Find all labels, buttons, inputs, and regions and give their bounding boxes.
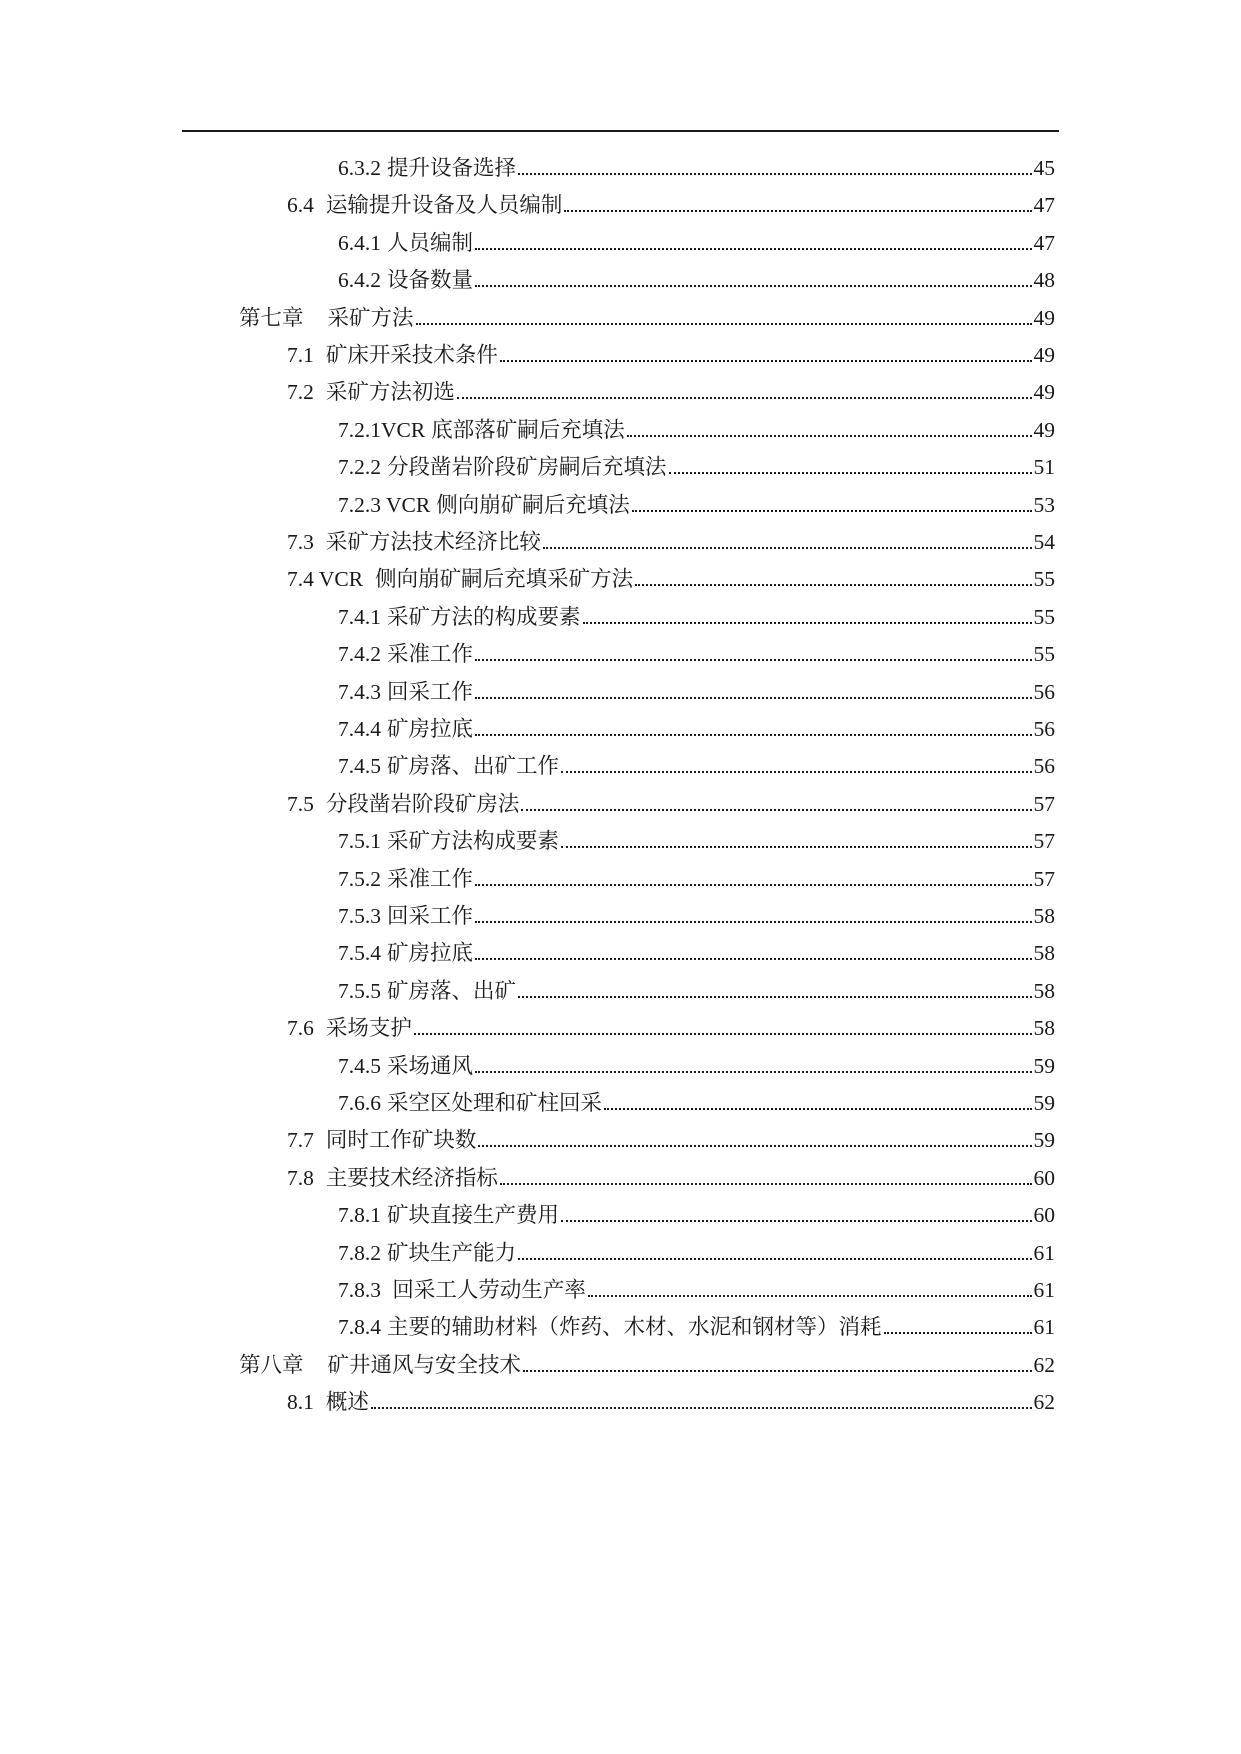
- toc-entry-number: 7.4.1: [338, 604, 381, 629]
- toc-entry-number: 7.3: [287, 530, 314, 554]
- toc-entry-text: 提升设备选择: [387, 156, 517, 180]
- toc-entry-number: 6.4: [287, 193, 314, 218]
- toc-entry[interactable]: [338, 826, 1055, 856]
- toc-entry-number: 7.5.4: [338, 941, 381, 966]
- toc-entry[interactable]: [287, 340, 1055, 370]
- toc-leader-dots: [414, 1033, 1032, 1035]
- toc-leader-dots: [478, 1145, 1031, 1147]
- toc-entry[interactable]: [287, 377, 1055, 407]
- toc-leader-dots: [371, 1407, 1032, 1409]
- toc-leader-dots: [561, 1220, 1031, 1222]
- toc-entry-number: 7.8.1: [338, 1203, 381, 1228]
- toc-leader-dots: [518, 996, 1031, 998]
- toc-entry-title: [338, 1238, 516, 1268]
- toc-leader-dots: [475, 884, 1031, 886]
- toc-leader-dots: [632, 510, 1032, 512]
- toc-entry-number: 7.8: [287, 1165, 314, 1190]
- toc-entry-title: [338, 639, 473, 669]
- toc-entry-number: 7.2.1VCR: [338, 417, 426, 442]
- toc-leader-dots: [475, 285, 1031, 287]
- toc-entry-text: 分段凿岩阶段矿房嗣后充填法: [387, 455, 667, 480]
- toc-leader-dots: [669, 472, 1032, 474]
- toc-entry[interactable]: [287, 190, 1055, 220]
- toc-leader-dots: [475, 659, 1031, 661]
- toc-entry-page-number: 62: [1033, 1352, 1055, 1377]
- toc-entry-title: [338, 602, 581, 632]
- toc-entry-number: 7.8.4: [338, 1315, 381, 1340]
- toc-entry-number: 8.1: [287, 1390, 314, 1415]
- toc-entry-text: 运输提升设备及人员编制: [325, 193, 563, 218]
- toc-entry-text: 底部落矿嗣后充填法: [431, 417, 625, 442]
- toc-entry-title: [338, 864, 473, 894]
- toc-entry-page-number: 51: [1033, 455, 1055, 480]
- toc-entry-page-number: 57: [1033, 791, 1055, 816]
- toc-entry-number: 第八章: [239, 1352, 304, 1377]
- toc-entry[interactable]: [338, 1275, 1055, 1305]
- toc-entry-text: 人员编制: [387, 230, 474, 255]
- toc-entry-title: [338, 714, 473, 744]
- toc-entry-page-number: 55: [1033, 604, 1055, 629]
- toc-entry-text: 主要技术经济指标: [325, 1165, 498, 1190]
- toc-leader-dots: [604, 1108, 1031, 1110]
- toc-entry[interactable]: [239, 1350, 1055, 1380]
- toc-entry-text: 回采工作: [387, 679, 474, 704]
- toc-leader-dots: [475, 248, 1031, 250]
- toc-entry-page-number: 57: [1033, 829, 1055, 854]
- toc-entry-text: 设备数量: [387, 268, 474, 293]
- toc-entry-page-number: 47: [1033, 193, 1055, 218]
- toc-entry-title: [287, 190, 562, 220]
- toc-entry-text: 主要的辅助材料（炸药、木材、水泥和钢材等）消耗: [387, 1315, 882, 1340]
- toc-entry-number: 7.7: [287, 1128, 314, 1153]
- toc-entry-number: 7.8.2: [338, 1240, 381, 1265]
- toc-entry-page-number: 49: [1033, 343, 1055, 367]
- toc-entry-page-number: 59: [1033, 1128, 1055, 1153]
- toc-entry-page-number: 62: [1033, 1390, 1055, 1415]
- toc-entry-title: [287, 527, 541, 557]
- toc-entry-page-number: 58: [1033, 978, 1055, 1003]
- toc-entry-number: 7.2.2: [338, 455, 381, 480]
- toc-leader-dots: [518, 173, 1031, 175]
- toc-entry-title: [338, 1200, 559, 1230]
- toc-leader-dots: [518, 1258, 1031, 1260]
- toc-leader-dots: [500, 1183, 1032, 1185]
- toc-entry-number: 7.2.3 VCR: [338, 492, 431, 517]
- toc-entry-text: 分段凿岩阶段矿房法: [325, 791, 520, 816]
- toc-entry-title: [338, 452, 667, 482]
- toc-leader-dots: [884, 1332, 1032, 1334]
- toc-entry[interactable]: [338, 1312, 1055, 1342]
- toc-entry-number: 7.4.4: [338, 717, 381, 741]
- toc-entry-text: 矿房落、出矿: [387, 978, 517, 1003]
- toc-entry-text: 矿房落、出矿工作: [387, 754, 560, 779]
- toc-entry[interactable]: [338, 228, 1055, 258]
- toc-leader-dots: [475, 921, 1031, 923]
- toc-leader-dots: [475, 734, 1031, 736]
- toc-leader-dots: [475, 958, 1031, 960]
- toc-entry-page-number: 58: [1033, 941, 1055, 966]
- toc-entry-text: 矿房拉底: [387, 717, 474, 741]
- toc-entry-text: 侧向崩矿嗣后充填采矿方法: [375, 567, 634, 592]
- toc-entry-title: [338, 1312, 882, 1342]
- toc-entry[interactable]: [338, 976, 1055, 1006]
- toc-entry[interactable]: [338, 602, 1055, 632]
- toc-entry-title: [338, 976, 516, 1006]
- toc-entry-title: [287, 789, 519, 819]
- toc-entry-title: [287, 1125, 476, 1155]
- toc-entry-title: [338, 938, 473, 968]
- toc-entry-number: 6.4.2: [338, 268, 381, 293]
- toc-entry-title: [338, 1275, 586, 1305]
- toc-entry-number: 7.4.3: [338, 679, 381, 704]
- toc-entry[interactable]: [338, 864, 1055, 894]
- toc-entry-title: [287, 1163, 498, 1193]
- toc-entry-text: 矿床开采技术条件: [325, 343, 498, 367]
- toc-entry-title: [338, 1088, 602, 1118]
- toc-entry-text: 采准工作: [387, 866, 474, 891]
- toc-entry-title: [287, 1013, 412, 1043]
- toc-entry-number: 7.4 VCR: [287, 567, 364, 592]
- toc-entry-number: 7.5.3: [338, 904, 381, 928]
- toc-entry-number: 7.6.6: [338, 1091, 381, 1115]
- toc-leader-dots: [588, 1295, 1032, 1297]
- toc-entry-page-number: 58: [1033, 1016, 1055, 1041]
- toc-entry-page-number: 61: [1033, 1278, 1055, 1302]
- toc-entry-title: [338, 228, 473, 258]
- toc-entry-page-number: 56: [1033, 754, 1055, 779]
- toc-entry[interactable]: [338, 490, 1055, 520]
- toc-entry-number: 6.4.1: [338, 230, 381, 255]
- toc-leader-dots: [416, 323, 1032, 325]
- toc-entry-text: 同时工作矿块数: [325, 1128, 477, 1153]
- toc-entry-title: [338, 490, 630, 520]
- toc-entry-page-number: 55: [1033, 567, 1055, 592]
- toc-entry-text: 采矿方法技术经济比较: [325, 530, 541, 554]
- toc-entry-page-number: 56: [1033, 717, 1055, 741]
- toc-entry-text: 采场支护: [325, 1016, 412, 1041]
- toc-entry-title: [287, 564, 633, 594]
- toc-entry[interactable]: [287, 564, 1055, 594]
- toc-entry-page-number: 58: [1033, 904, 1055, 928]
- toc-entry-text: 矿块生产能力: [387, 1240, 517, 1265]
- toc-entry-page-number: 57: [1033, 866, 1055, 891]
- toc-entry-page-number: 61: [1033, 1315, 1055, 1340]
- toc-entry[interactable]: [338, 639, 1055, 669]
- toc-entry-title: [338, 1051, 473, 1081]
- toc-entry[interactable]: [338, 1088, 1055, 1118]
- toc-leader-dots: [523, 1370, 1031, 1372]
- toc-entry-text: 采矿方法: [327, 305, 414, 330]
- toc-leader-dots: [561, 846, 1031, 848]
- toc-entry-page-number: 61: [1033, 1240, 1055, 1265]
- toc-entry-text: 采场通风: [387, 1053, 474, 1078]
- toc-leader-dots: [564, 210, 1031, 212]
- toc-entry-text: 矿块直接生产费用: [387, 1203, 560, 1228]
- toc-entry-text: 回采工作: [387, 904, 474, 928]
- toc-entry-page-number: 53: [1033, 492, 1055, 517]
- toc-entry-text: 回采工人劳动生产率: [387, 1278, 586, 1302]
- toc-entry-page-number: 59: [1033, 1091, 1055, 1115]
- toc-entry[interactable]: [287, 527, 1055, 557]
- toc-entry-number: 7.5.2: [338, 866, 381, 891]
- toc-entry-number: 7.1: [287, 343, 314, 367]
- toc-entry-page-number: 59: [1033, 1053, 1055, 1078]
- toc-entry-number: 7.5: [287, 791, 314, 816]
- toc-entry-page-number: 55: [1033, 642, 1055, 667]
- toc-entry-title: [287, 340, 498, 370]
- toc-entry-text: 概述: [325, 1390, 369, 1415]
- toc-entry[interactable]: [338, 1238, 1055, 1268]
- toc-entry[interactable]: [338, 1200, 1055, 1230]
- toc-entry-number: 7.4.5: [338, 754, 381, 779]
- toc-leader-dots: [543, 547, 1032, 549]
- toc-entry-number: 7.5.1: [338, 829, 381, 854]
- toc-entry-text: 采空区处理和矿柱回采: [387, 1091, 603, 1115]
- toc-entry[interactable]: [338, 452, 1055, 482]
- toc-entry-title: [338, 415, 625, 445]
- toc-entry-title: [287, 1387, 369, 1417]
- toc-entry[interactable]: [338, 153, 1055, 183]
- toc-entry[interactable]: [338, 714, 1055, 744]
- header-rule: [182, 130, 1059, 132]
- toc-entry-text: 采矿方法的构成要素: [387, 604, 581, 629]
- toc-entry-title: [338, 677, 473, 707]
- toc-entry-title: [287, 377, 455, 407]
- toc-entry-page-number: 45: [1033, 156, 1055, 180]
- toc-entry-title: [239, 1350, 521, 1380]
- toc-entry-page-number: 49: [1033, 305, 1055, 330]
- toc-entry-text: 采矿方法构成要素: [387, 829, 560, 854]
- toc-entry[interactable]: [287, 789, 1055, 819]
- toc-entry-text: 侧向崩矿嗣后充填法: [436, 492, 630, 517]
- toc-entry[interactable]: [338, 901, 1055, 931]
- toc-entry-number: 6.3.2: [338, 156, 381, 180]
- toc-entry[interactable]: [338, 415, 1055, 445]
- toc-entry-title: [239, 303, 414, 333]
- toc-entry[interactable]: [338, 751, 1055, 781]
- toc-leader-dots: [521, 809, 1031, 811]
- toc-leader-dots: [627, 435, 1032, 437]
- toc-entry-number: 第七章: [239, 305, 304, 330]
- toc-leader-dots: [457, 397, 1032, 399]
- toc-leader-dots: [475, 1071, 1031, 1073]
- toc-entry[interactable]: [338, 677, 1055, 707]
- toc-entry-text: 采矿方法初选: [325, 380, 455, 405]
- toc-entry-title: [338, 826, 559, 856]
- toc-entry[interactable]: [338, 938, 1055, 968]
- toc-entry-page-number: 48: [1033, 268, 1055, 293]
- toc-entry-number: 7.2: [287, 380, 314, 405]
- toc-entry-text: 矿井通风与安全技术: [327, 1352, 522, 1377]
- toc-entry-page-number: 47: [1033, 230, 1055, 255]
- toc-entry-page-number: 60: [1033, 1203, 1055, 1228]
- toc-entry-title: [338, 901, 473, 931]
- toc-entry-number: 7.8.3: [338, 1278, 381, 1302]
- toc-entry-number: 7.4.2: [338, 642, 381, 667]
- toc-entry-number: 7.4.5: [338, 1053, 381, 1078]
- toc-entry-text: 矿房拉底: [387, 941, 474, 966]
- toc-entry-page-number: 60: [1033, 1165, 1055, 1190]
- toc-entry-title: [338, 153, 516, 183]
- toc-entry[interactable]: [287, 1387, 1055, 1417]
- toc-entry-title: [338, 265, 473, 295]
- toc-entry[interactable]: [287, 1013, 1055, 1043]
- toc-entry-page-number: 54: [1033, 530, 1055, 554]
- toc-entry-page-number: 49: [1033, 380, 1055, 405]
- toc-entry[interactable]: [338, 1051, 1055, 1081]
- toc-entry-text: 采准工作: [387, 642, 474, 667]
- toc-leader-dots: [635, 584, 1031, 586]
- toc-entry[interactable]: [239, 303, 1055, 333]
- toc-entry[interactable]: [287, 1163, 1055, 1193]
- toc-leader-dots: [500, 360, 1032, 362]
- toc-entry[interactable]: [287, 1125, 1055, 1155]
- toc-leader-dots: [561, 771, 1031, 773]
- toc-entry[interactable]: [338, 265, 1055, 295]
- toc-entry-page-number: 56: [1033, 679, 1055, 704]
- toc-leader-dots: [475, 697, 1031, 699]
- toc-leader-dots: [583, 622, 1032, 624]
- toc-entry-page-number: 49: [1033, 417, 1055, 442]
- toc-entry-number: 7.6: [287, 1016, 314, 1041]
- toc-entry-number: 7.5.5: [338, 978, 381, 1003]
- toc-entry-title: [338, 751, 559, 781]
